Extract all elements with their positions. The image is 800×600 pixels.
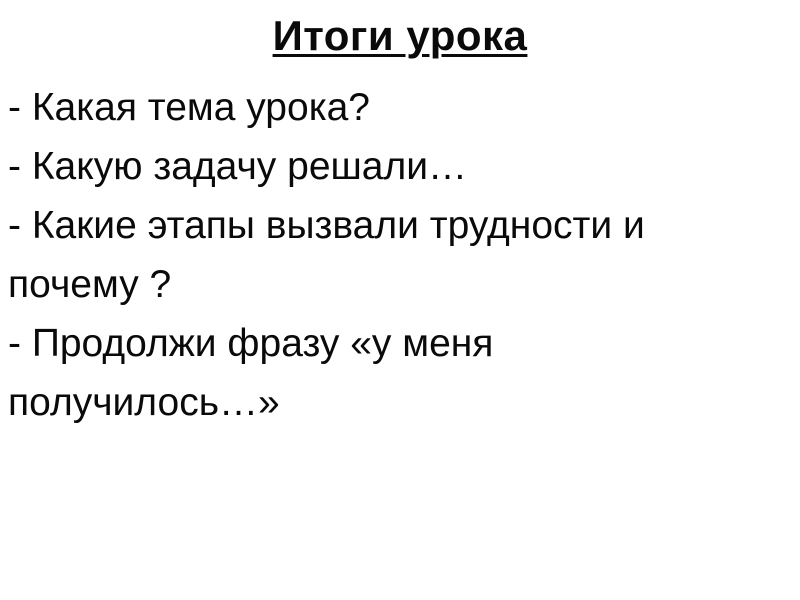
text-line-question-phrase: - Продолжи фразу «у меня — [8, 322, 494, 365]
text-line-question-phrase-wrap: получилось…» — [8, 381, 280, 424]
slide-body-text — [0, 78, 800, 432]
text-line-question-difficulties-wrap: почему ? — [8, 263, 172, 306]
slide-title: Итоги урока — [272, 12, 528, 59]
text-line-question-task: - Какую задачу решали… — [8, 145, 468, 188]
text-line-question-difficulties: - Какие этапы вызвали трудности и — [8, 204, 645, 247]
text-line-question-topic: - Какая тема урока? — [8, 86, 370, 129]
